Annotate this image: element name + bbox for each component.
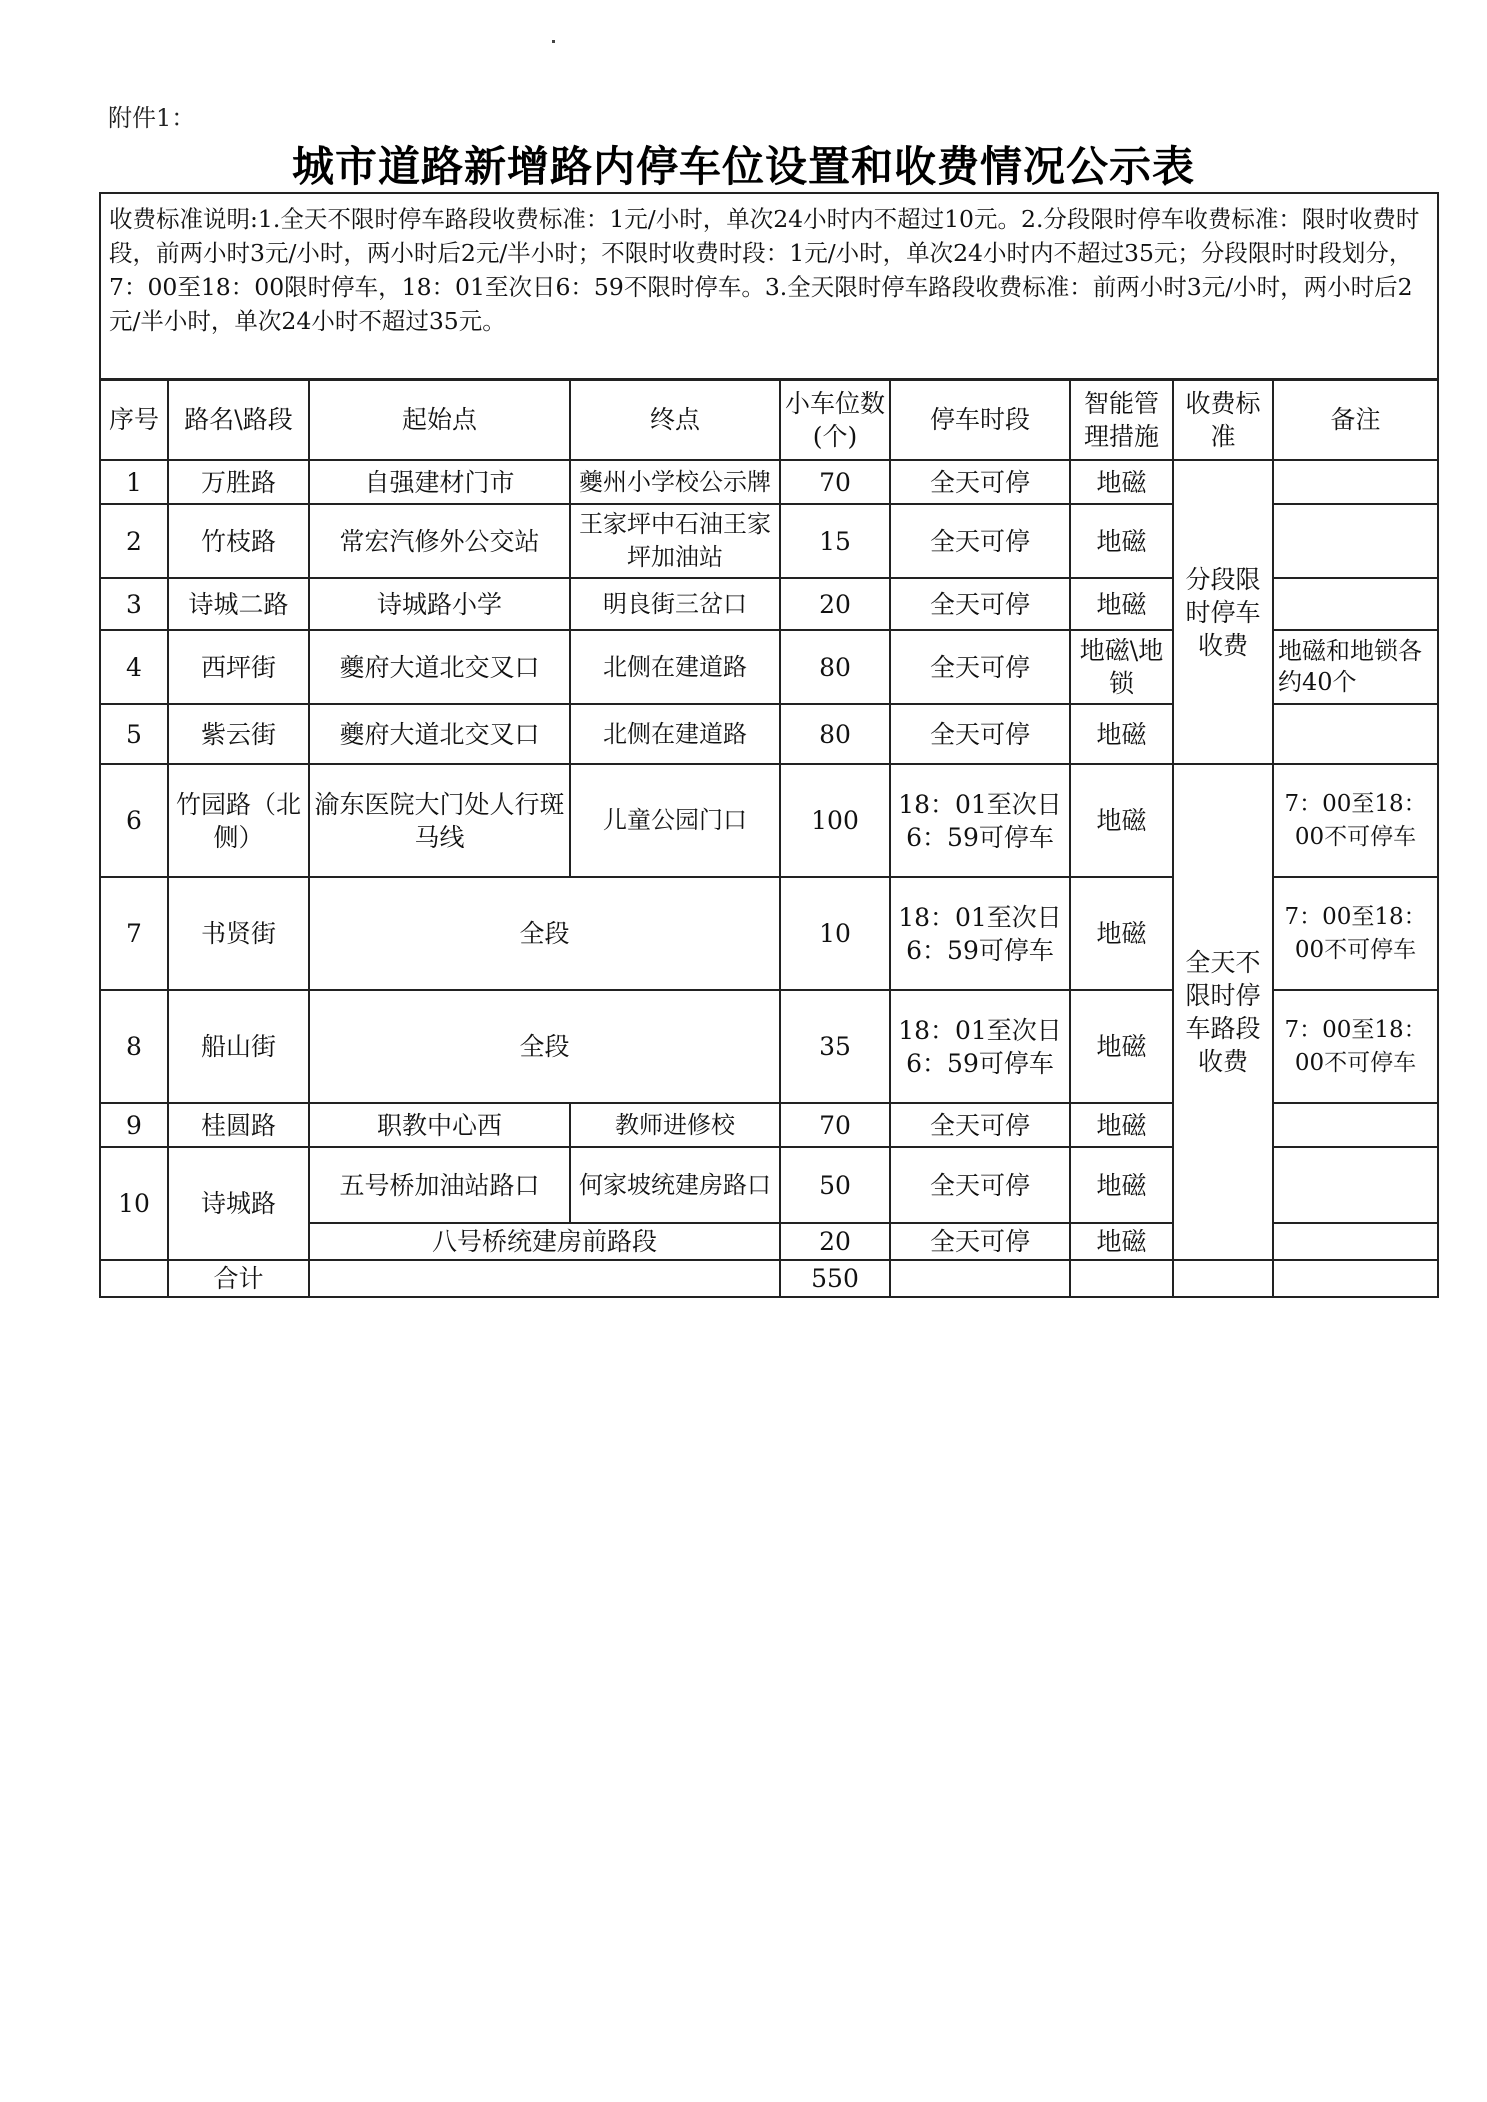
- row-end: 何家坡统建房路口: [570, 1147, 780, 1223]
- attachment-label: 附件1：: [108, 104, 196, 132]
- row-road: 万胜路: [168, 460, 309, 504]
- row-hours: 全天可停: [890, 704, 1070, 764]
- row-remark: 7：00至18：00不可停车: [1273, 764, 1438, 877]
- table-row: [100, 764, 1438, 877]
- parking-table: [99, 192, 1439, 1298]
- row-hours: 全天可停: [890, 460, 1070, 504]
- row-remark: [1273, 1103, 1438, 1147]
- row-start: 夔府大道北交叉口: [309, 630, 570, 704]
- total-label: 合计: [168, 1260, 309, 1297]
- row-hours: 全天可停: [890, 1147, 1070, 1223]
- row-no: 8: [100, 990, 168, 1103]
- description-row: [100, 193, 1438, 379]
- row-road: 诗城二路: [168, 578, 309, 630]
- row-no: 3: [100, 578, 168, 630]
- row-smart: 地磁: [1070, 764, 1173, 877]
- row-start: 常宏汽修外公交站: [309, 504, 570, 578]
- row-hours: 18：01至次日6：59可停车: [890, 877, 1070, 990]
- row-no: 4: [100, 630, 168, 704]
- row-road: 船山街: [168, 990, 309, 1103]
- row-road: 桂圆路: [168, 1103, 309, 1147]
- row-start: 渝东医院大门处人行斑马线: [309, 764, 570, 877]
- row-remark: 7：00至18：00不可停车: [1273, 990, 1438, 1103]
- header-smart: 智能管理措施: [1070, 379, 1173, 460]
- row-road: 竹园路（北侧）: [168, 764, 309, 877]
- row-road: 竹枝路: [168, 504, 309, 578]
- row-start: 五号桥加油站路口: [309, 1147, 570, 1223]
- header-end: 终点: [570, 379, 780, 460]
- total-row: [100, 1260, 1438, 1297]
- row-smart: 地磁: [1070, 1223, 1173, 1260]
- row-spaces: 70: [780, 460, 890, 504]
- row-spaces: 50: [780, 1147, 890, 1223]
- row-spaces: 20: [780, 578, 890, 630]
- row-segment: 全段: [309, 877, 780, 990]
- row-remark: [1273, 504, 1438, 578]
- row-spaces: 20: [780, 1223, 890, 1260]
- document-title: 城市道路新增路内停车位设置和收费情况公示表: [291, 142, 1195, 191]
- row-hours: 全天可停: [890, 1223, 1070, 1260]
- row-remark: [1273, 1223, 1438, 1260]
- row-no: 6: [100, 764, 168, 877]
- row-no: 10: [100, 1147, 168, 1260]
- row-spaces: 10: [780, 877, 890, 990]
- row-hours: 全天可停: [890, 504, 1070, 578]
- row-remark: [1273, 460, 1438, 504]
- row-hours: 全天可停: [890, 630, 1070, 704]
- row-no: 7: [100, 877, 168, 990]
- row-spaces: 80: [780, 630, 890, 704]
- header-start: 起始点: [309, 379, 570, 460]
- row-remark: [1273, 704, 1438, 764]
- row-start: 诗城路小学: [309, 578, 570, 630]
- row-remark: 7：00至18：00不可停车: [1273, 877, 1438, 990]
- header-no: 序号: [100, 379, 168, 460]
- row-no: 2: [100, 504, 168, 578]
- row-hours: 全天可停: [890, 578, 1070, 630]
- row-start: 自强建材门市: [309, 460, 570, 504]
- row-smart: 地磁: [1070, 1147, 1173, 1223]
- total-blank-span: [309, 1260, 780, 1297]
- total-blank-remark: [1273, 1260, 1438, 1297]
- fee-group-unlimited: 全天不限时停车路段收费: [1173, 764, 1273, 1260]
- fee-group-segmented: 分段限时停车收费: [1173, 460, 1273, 764]
- header-fee: 收费标准: [1173, 379, 1273, 460]
- row-spaces: 80: [780, 704, 890, 764]
- row-spaces: 15: [780, 504, 890, 578]
- row-smart: 地磁: [1070, 578, 1173, 630]
- row-hours: 18：01至次日6：59可停车: [890, 764, 1070, 877]
- row-spaces: 100: [780, 764, 890, 877]
- row-smart: 地磁: [1070, 1103, 1173, 1147]
- total-blank-hours: [890, 1260, 1070, 1297]
- table-row: [100, 460, 1438, 504]
- row-end: 明良街三岔口: [570, 578, 780, 630]
- row-road: 书贤街: [168, 877, 309, 990]
- row-remark: [1273, 578, 1438, 630]
- row-road: 西坪街: [168, 630, 309, 704]
- row-smart: 地磁: [1070, 990, 1173, 1103]
- row-end: 夔州小学校公示牌: [570, 460, 780, 504]
- row-road: 紫云街: [168, 704, 309, 764]
- row-start: 夔府大道北交叉口: [309, 704, 570, 764]
- row-smart: 地磁: [1070, 704, 1173, 764]
- row-no: 9: [100, 1103, 168, 1147]
- row-segment: 全段: [309, 990, 780, 1103]
- row-remark: 地磁和地锁各约40个: [1273, 630, 1438, 704]
- scan-mark: [552, 40, 555, 43]
- row-end: 教师进修校: [570, 1103, 780, 1147]
- fee-description: 收费标准说明:1.全天不限时停车路段收费标准：1元/小时，单次24小时内不超过10元。2.分段限时停车收费标准：限时收费时段，前两小时3元/小时，两小时后2元/半小时；不限时收费时段：1元/小时，单次24小时内不超过35元；分段限时时段划分，7：00至18：00限时停车，18：01至次日6：59不限时停车。3.全天限时停车路段收费标准：前两小时3元/小时，两小时后2元/半小时，单次24小时不超过35元。: [100, 193, 1438, 379]
- row-no: 1: [100, 460, 168, 504]
- row-start: 职教中心西: [309, 1103, 570, 1147]
- row-spaces: 70: [780, 1103, 890, 1147]
- row-segment: 八号桥统建房前路段: [309, 1223, 780, 1260]
- header-remark: 备注: [1273, 379, 1438, 460]
- row-end: 北侧在建道路: [570, 704, 780, 764]
- row-end: 王家坪中石油王家坪加油站: [570, 504, 780, 578]
- row-end: 北侧在建道路: [570, 630, 780, 704]
- row-smart: 地磁: [1070, 877, 1173, 990]
- total-blank-fee: [1173, 1260, 1273, 1297]
- row-smart: 地磁\地锁: [1070, 630, 1173, 704]
- total-blank-smart: [1070, 1260, 1173, 1297]
- header-hours: 停车时段: [890, 379, 1070, 460]
- row-spaces: 35: [780, 990, 890, 1103]
- header-spaces: 小车位数(个): [780, 379, 890, 460]
- row-remark: [1273, 1147, 1438, 1223]
- total-blank: [100, 1260, 168, 1297]
- total-spaces: 550: [780, 1260, 890, 1297]
- header-road: 路名\路段: [168, 379, 309, 460]
- row-hours: 全天可停: [890, 1103, 1070, 1147]
- row-road: 诗城路: [168, 1147, 309, 1260]
- row-hours: 18：01至次日6：59可停车: [890, 990, 1070, 1103]
- row-smart: 地磁: [1070, 504, 1173, 578]
- header-row: [100, 379, 1438, 460]
- row-end: 儿童公园门口: [570, 764, 780, 877]
- row-smart: 地磁: [1070, 460, 1173, 504]
- row-no: 5: [100, 704, 168, 764]
